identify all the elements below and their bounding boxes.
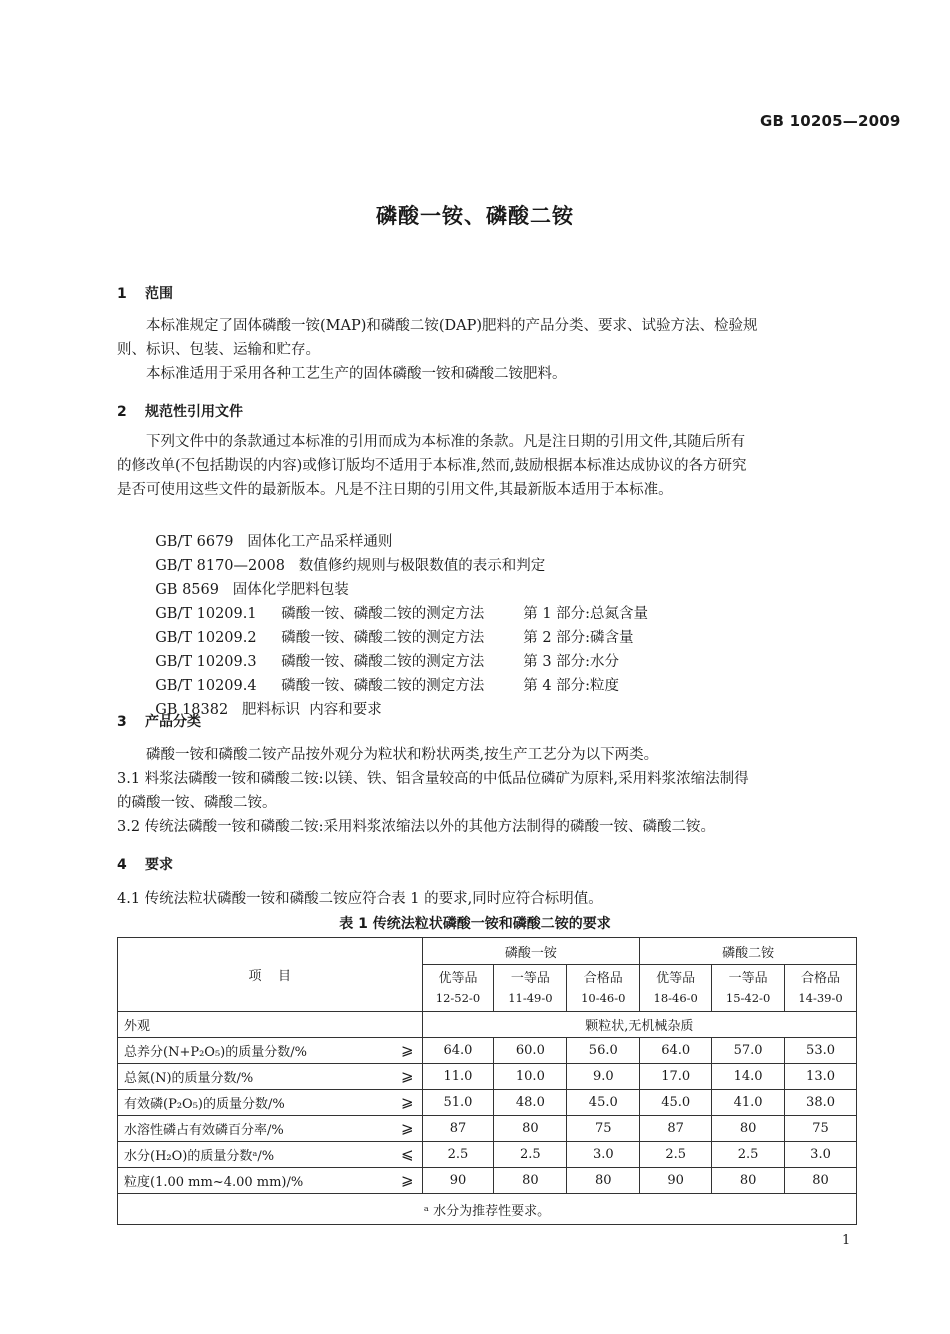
reference-title: 数值修约规则与极限数值的表示和判定 [298,558,546,574]
text-line: 的修改单(不包括勘误的内容)或修订版均不适用于本标准,然而,鼓励根据本标准达成协议的各方研究 [117,458,747,474]
table-row [118,1142,857,1168]
table-cell: 56.0 [567,1038,640,1064]
table-cell: 9.0 [567,1064,640,1090]
reference-part: 第 3 部分:水分 [523,654,620,670]
relation-symbol: ⩾ [400,1119,414,1137]
section-number: 4 [117,857,127,873]
reference-code: GB/T 8170—2008 [155,558,285,574]
table-cell: 3.0 [785,1142,857,1168]
grade-header [640,965,712,1012]
reference-title: 磷酸一铵、磷酸二铵的测定方法 [281,678,485,694]
reference-code: GB/T 10209.2 [155,630,257,646]
section-3-heading [117,710,201,734]
reference-title: 磷酸一铵、磷酸二铵的测定方法 [281,654,485,670]
row-label: 水分(H₂O)的质量分数ᵃ/% [124,1149,275,1164]
table-row [118,1168,857,1194]
reference-title: 肥料标识 内容和要求 [242,702,382,718]
table-cell: 80 [567,1168,640,1194]
section-title: 要求 [145,857,173,873]
table-cell: 45.0 [567,1090,640,1116]
table-group-row [118,938,857,965]
grade-header [567,965,640,1012]
text-line: 磷酸一铵和磷酸二铵产品按外观分为粒状和粉状两类,按生产工艺分为以下两类。 [146,747,659,763]
table-cell: 80 [712,1168,785,1194]
table-caption: 表 1 传统法粒状磷酸一铵和磷酸二铵的要求 [339,916,611,932]
appearance-value: 颗粒状,无机械杂质 [422,1012,856,1038]
table-cell: 87 [422,1116,494,1142]
table-cell: 11.0 [422,1064,494,1090]
requirements-table [117,937,857,1225]
section-number: 1 [117,286,127,302]
reference-code: GB/T 10209.4 [155,678,257,694]
section-2-paragraph-1 [117,430,857,454]
section-3-paragraph [117,743,857,767]
text-line: 下列文件中的条款通过本标准的引用而成为本标准的条款。凡是注日期的引用文件,其随后所有 [146,434,746,450]
document-title: 磷酸一铵、磷酸二铵 [376,204,574,228]
table-cell: 87 [640,1116,712,1142]
table-cell: 90 [422,1168,494,1194]
row-label-cell [118,1038,423,1064]
section-1-paragraph-2 [117,362,857,386]
grade-header [494,965,567,1012]
text-line: 3.2 传统法磷酸一铵和磷酸二铵:采用料浆浓缩法以外的其他方法制得的磷酸一铵、磷酸二铵。 [117,819,716,835]
section-number: 3 [117,714,127,730]
table-cell: 17.0 [640,1064,712,1090]
table-cell: 13.0 [785,1064,857,1090]
section-1-paragraph-1-cont [117,338,857,362]
section-number: 2 [117,404,127,420]
row-label: 总氮(N)的质量分数/% [124,1071,254,1086]
reference-part: 第 2 部分:磷含量 [523,630,634,646]
table-cell: 60.0 [494,1038,567,1064]
table-footnote-row [118,1194,857,1225]
text-line: 本标准适用于采用各种工艺生产的固体磷酸一铵和磷酸二铵肥料。 [146,366,567,382]
grade-formula: 18-46-0 [653,991,698,1005]
relation-symbol: ⩾ [400,1093,414,1111]
table-cell: 80 [712,1116,785,1142]
table-cell: 64.0 [422,1038,494,1064]
grade-header [785,965,857,1012]
grade-formula: 12-52-0 [435,991,481,1005]
table-cell: 53.0 [785,1038,857,1064]
section-2-paragraph-1-cont [117,454,857,478]
row-label: 粒度(1.00 mm~4.00 mm)/% [124,1175,304,1190]
section-title: 规范性引用文件 [145,404,243,420]
section-2-heading [117,400,243,424]
grade-name: 优等品 [656,971,696,986]
page-number: 1 [842,1233,851,1248]
row-label: 水溶性磷占有效磷百分率/% [124,1123,284,1138]
grade-name: 合格品 [583,971,623,986]
reference-part: 第 1 部分:总氮含量 [523,606,649,622]
section-1-heading [117,282,173,306]
relation-symbol: ⩾ [400,1171,414,1189]
table-cell: 90 [640,1168,712,1194]
section-2-paragraph-1-cont [117,478,857,502]
table-cell: 80 [785,1168,857,1194]
grade-formula: 10-46-0 [581,991,626,1005]
grade-name: 合格品 [801,971,841,986]
table-row [118,1064,857,1090]
row-label-cell [118,1064,423,1090]
table-cell: 45.0 [640,1090,712,1116]
grade-formula: 15-42-0 [725,991,771,1005]
table-cell: 80 [494,1168,567,1194]
standard-code: GB 10205—2009 [760,112,901,130]
text-line: 的磷酸一铵、磷酸二铵。 [117,795,277,811]
clause-3-1-cont [117,791,857,815]
group-header-dap: 磷酸二铵 [640,938,857,965]
text-line: 本标准规定了固体磷酸一铵(MAP)和磷酸二铵(DAP)肥料的产品分类、要求、试验方法、检验规 [146,318,758,334]
row-label: 总养分(N+P₂O₅)的质量分数/% [124,1045,307,1060]
grade-name: 优等品 [438,971,478,986]
reference-code: GB/T 6679 [155,534,234,550]
table-cell: 10.0 [494,1064,567,1090]
table-cell: 64.0 [640,1038,712,1064]
text-line: 是否可使用这些文件的最新版本。凡是不注日期的引用文件,其最新版本适用于本标准。 [117,482,673,498]
table-row [118,1012,857,1038]
section-4-heading [117,853,173,877]
table-cell: 51.0 [422,1090,494,1116]
section-title: 产品分类 [145,714,201,730]
relation-symbol: ⩽ [400,1145,414,1163]
table-row [118,1038,857,1064]
row-label-cell [118,1116,423,1142]
relation-symbol: ⩾ [400,1067,414,1085]
row-label: 外观 [118,1012,423,1038]
table-cell: 2.5 [640,1142,712,1168]
table-cell: 48.0 [494,1090,567,1116]
table-cell: 3.0 [567,1142,640,1168]
table-cell: 57.0 [712,1038,785,1064]
grade-name: 一等品 [510,971,550,986]
reference-title: 磷酸一铵、磷酸二铵的测定方法 [281,630,485,646]
reference-code: GB/T 10209.1 [155,606,257,622]
grade-formula: 14-39-0 [798,991,843,1005]
reference-title: 固体化学肥料包装 [232,582,349,598]
clause-3-2 [117,815,857,839]
table-cell: 75 [785,1116,857,1142]
table-cell: 2.5 [712,1142,785,1168]
table-footnote: ᵃ 水分为推荐性要求。 [118,1194,857,1225]
row-label-cell [118,1142,423,1168]
table-cell: 2.5 [422,1142,494,1168]
section-title: 范围 [145,286,173,302]
table-cell: 38.0 [785,1090,857,1116]
section-1-paragraph-1 [117,314,857,338]
table-cell: 14.0 [712,1064,785,1090]
table-cell: 75 [567,1116,640,1142]
item-header: 项 目 [248,969,292,984]
table-row [118,1116,857,1142]
reference-code: GB 8569 [155,582,219,598]
reference-code: GB 18382 [155,702,229,718]
relation-symbol: ⩾ [400,1041,414,1059]
item-header-cell [118,938,423,1012]
grade-header [422,965,494,1012]
text-line: 则、标识、包装、运输和贮存。 [117,342,320,358]
reference-part: 第 4 部分:粒度 [523,678,620,694]
clause-3-1 [117,767,857,791]
table-row [118,1090,857,1116]
reference-code: GB/T 10209.3 [155,654,257,670]
row-label-cell [118,1090,423,1116]
table-cell: 2.5 [494,1142,567,1168]
table-cell: 41.0 [712,1090,785,1116]
row-label-cell [118,1168,423,1194]
row-label: 有效磷(P₂O₅)的质量分数/% [124,1097,285,1112]
reference-title: 磷酸一铵、磷酸二铵的测定方法 [281,606,485,622]
grade-name: 一等品 [728,971,768,986]
table-cell: 80 [494,1116,567,1142]
text-line: 4.1 传统法粒状磷酸一铵和磷酸二铵应符合表 1 的要求,同时应符合标明值。 [117,891,603,907]
group-header-map: 磷酸一铵 [422,938,640,965]
reference-title: 固体化工产品采样通则 [247,534,393,550]
grade-header [712,965,785,1012]
clause-4-1 [117,887,857,911]
grade-formula: 11-49-0 [508,991,553,1005]
text-line: 3.1 料浆法磷酸一铵和磷酸二铵:以镁、铁、铝含量较高的中低品位磷矿为原料,采用料浆浓缩法制得 [117,771,749,787]
